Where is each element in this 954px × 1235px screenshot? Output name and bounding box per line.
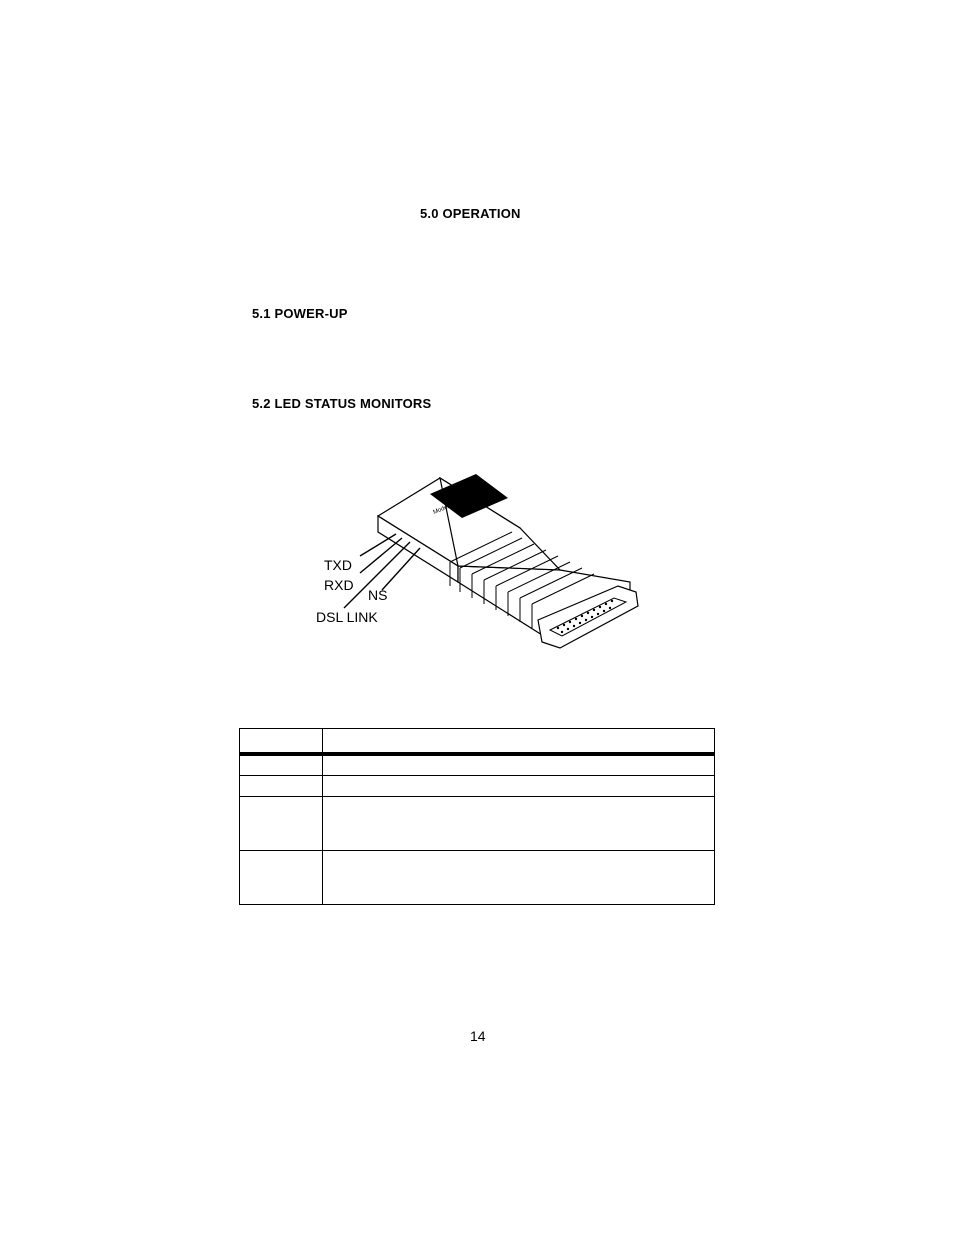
callout-ns: NS	[368, 587, 388, 603]
table-row	[240, 796, 714, 797]
section-heading-led-status: 5.2 LED STATUS MONITORS	[252, 396, 432, 411]
callout-txd: TXD	[324, 557, 352, 573]
section-heading-power-up: 5.1 POWER-UP	[252, 306, 348, 321]
device-model-label: Model 1055A	[432, 497, 468, 516]
table-row	[240, 775, 714, 776]
page-number: 14	[470, 1028, 486, 1044]
callout-rxd: RXD	[324, 577, 354, 593]
table-row	[240, 850, 714, 851]
table-header-rule	[240, 752, 714, 756]
led-status-table	[239, 728, 715, 905]
section-heading-operation: 5.0 OPERATION	[420, 206, 521, 221]
callout-dsl-link: DSL LINK	[316, 609, 378, 625]
device-led-diagram	[300, 470, 650, 660]
